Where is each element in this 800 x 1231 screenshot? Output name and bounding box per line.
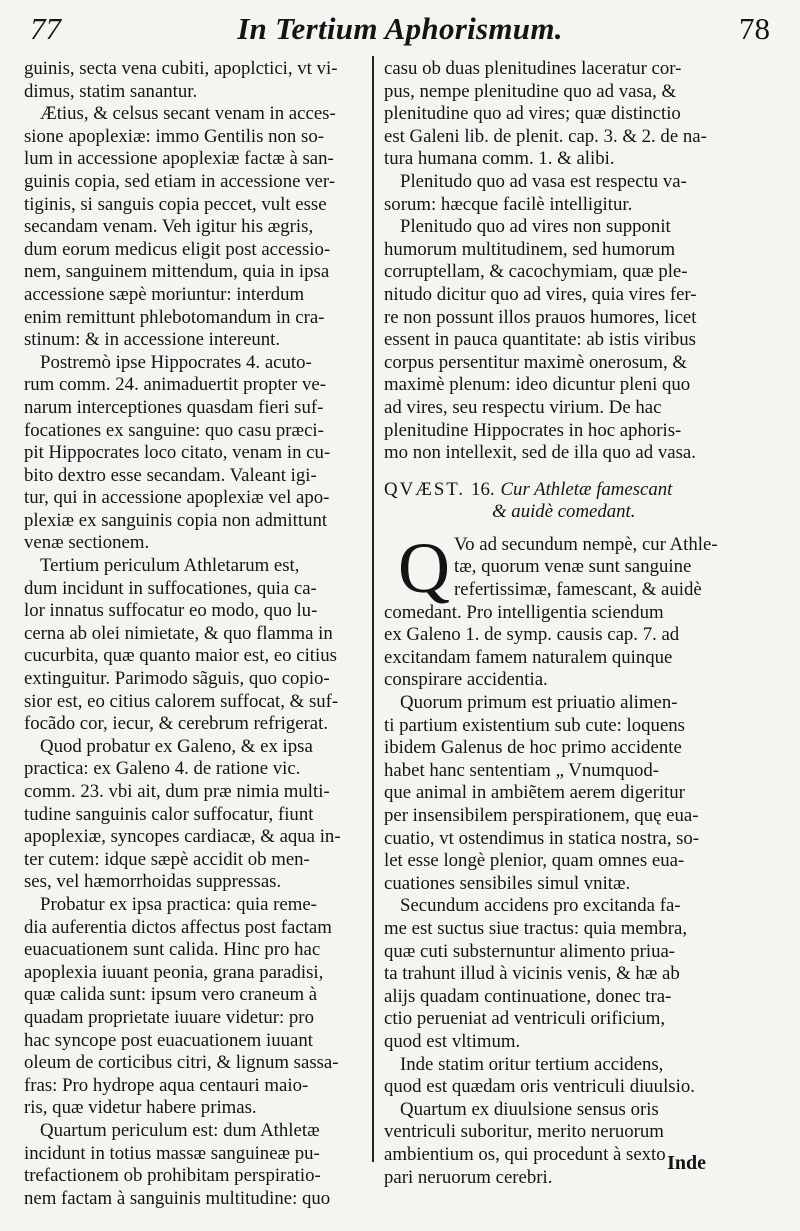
text-line: tudine sanguinis calor suffocatur, fiunt xyxy=(24,803,314,825)
text-line: sior est, eo citius calorem suffocat, & suf- xyxy=(24,690,339,712)
page-number-left: 77 xyxy=(30,11,61,46)
text-line: Quartum ex diuulsione sensus oris xyxy=(400,1098,659,1120)
text-line: ctio perueniat ad ventriculi orificium, xyxy=(384,1008,666,1030)
right-column-bottom-text xyxy=(384,602,739,1189)
text-line: secandam venam. Veh igitur his ægris, xyxy=(24,216,314,238)
text-line: cerna ab olei nimietate, & quo flamma in xyxy=(24,622,333,644)
text-line: quæ calida sunt: ipsum vero craneum à xyxy=(24,984,318,1006)
text-line: venæ sectionem. xyxy=(24,532,150,554)
text-line: dum eorum medicus eligit post accessio- xyxy=(24,238,331,260)
text-line: hac syncope post euacuationem iuuant xyxy=(24,1029,313,1051)
text-line: quod est quædam oris ventriculi diuulsio. xyxy=(384,1076,695,1098)
text-line: maximè plenum: ideo dicuntur pleni quo xyxy=(384,374,691,396)
text-line: Probatur ex ipsa practica: quia reme- xyxy=(40,893,317,915)
question-title-line-2: & auidè comedant. xyxy=(492,501,636,523)
text-line: ris, quæ videtur habere primas. xyxy=(24,1097,257,1119)
text-line: tur, qui in accessione apoplexiæ vel apo- xyxy=(24,487,330,509)
text-line: rum comm. 24. animaduertit propter ve- xyxy=(24,374,326,396)
running-title: In Tertium Aphorismum. xyxy=(237,11,563,46)
text-line: narum interceptiones quasdam fieri suf- xyxy=(24,396,324,418)
text-line: me est suctus siue tractus: quia membra, xyxy=(384,917,688,939)
text-line: guinis copia, sed etiam in accessione ver- xyxy=(24,170,335,192)
text-line: ta trahunt illud à vicinis venis, & hæ ab xyxy=(384,963,680,985)
text-line: corpus persentitur maximè onerosum, & xyxy=(384,351,688,373)
text-line: excitandam famem naturalem quinque xyxy=(384,646,673,668)
text-line: Secundum accidens pro excitanda fa- xyxy=(400,895,681,917)
text-line: per insensibilem perspirationem, quę eua- xyxy=(384,805,699,826)
text-line: Plenitudo quo ad vasa est respectu va- xyxy=(400,170,687,192)
drop-cap-letter: Q xyxy=(398,527,450,608)
right-column-top-text xyxy=(384,58,739,465)
text-line: mo non intellexit, sed de illa quo ad vasa. xyxy=(384,442,696,464)
question-label: QVÆST. xyxy=(384,478,466,500)
text-line: que animal in ambiẽtem aerem digeritur xyxy=(384,782,685,804)
text-line: Vo ad secundum nempè, cur Athle- xyxy=(454,533,718,555)
text-line: tiginis, si sanguis copia peccet, vult esse xyxy=(24,193,327,215)
text-line: pus, nempe plenitudine quo ad vasa, & xyxy=(384,80,677,102)
text-line: incidunt in totius massæ sanguineæ pu- xyxy=(24,1142,320,1164)
column-divider xyxy=(372,56,374,1162)
text-line: quæ cuti substernuntur alimento priua- xyxy=(384,940,676,962)
text-line: ad vires, seu respectu virium. De hac xyxy=(384,396,662,418)
text-line: nitudo dicitur quo ad vires, quia vires fer- xyxy=(384,283,697,305)
left-column xyxy=(24,58,364,1210)
text-line: ses, vel hæmorrhoidas suppressas. xyxy=(24,871,282,893)
question-number: 16. xyxy=(471,478,495,500)
text-line: stinum: & in accessione intereunt. xyxy=(24,329,281,351)
text-line: Plenitudo quo ad vires non supponit xyxy=(400,216,671,238)
text-line: euacuationem sunt calida. Hinc pro hac xyxy=(24,939,321,961)
text-line: tura humana comm. 1. & alibi. xyxy=(384,148,615,170)
text-line: ventriculi suboritur, merito neruorum xyxy=(384,1121,664,1143)
text-line: quod est vltimum. xyxy=(384,1030,521,1052)
text-line: apoplexiæ, syncopes cardiacæ, & aqua in- xyxy=(24,826,341,848)
text-line: cuatio, vt ostendimus in statica nostra, so- xyxy=(384,827,700,849)
text-line: Quorum primum est priuatio alimen- xyxy=(400,692,678,714)
text-line: re non possunt illos prauos humores, licet xyxy=(384,306,697,328)
text-line: Tertium periculum Athletarum est, xyxy=(40,555,300,577)
text-line: comm. 23. vbi ait, dum præ nimia multi- xyxy=(24,781,330,802)
text-line: sione apoplexiæ: immo Gentilis non so- xyxy=(24,125,324,147)
text-line: lor innatus suffocatur eo modo, quo lu- xyxy=(24,600,318,622)
text-line: conspirare accidentia. xyxy=(384,669,548,691)
text-line: ambientium os, qui procedunt à sexto xyxy=(384,1143,666,1165)
text-line: lum in accessione apoplexiæ factæ à san- xyxy=(24,148,334,170)
text-line: sorum: hæcque facilè intelligitur. xyxy=(384,193,633,215)
text-line: nem factam à sanguinis multitudine: quo xyxy=(24,1187,331,1209)
text-line: fras: Pro hydrope aqua centauri maio- xyxy=(24,1074,309,1096)
text-line: trefactionem ob prohibitam perspiratio- xyxy=(24,1165,321,1187)
text-line: alijs quadam continuatione, donec tra- xyxy=(384,985,672,1007)
text-line: plexiæ ex sanguinis copia non admittunt xyxy=(24,509,328,531)
text-line: Inde statim oritur tertium accidens, xyxy=(400,1053,664,1075)
text-line: enim remittunt phlebotomandum in cra- xyxy=(24,306,325,328)
text-line: Ætius, & celsus secant venam in acces- xyxy=(40,103,336,125)
text-line: accessione sæpè moriuntur: interdum xyxy=(24,283,305,305)
text-line: comedant. Pro intelligentia sciendum xyxy=(384,601,664,623)
text-line: apoplexia iuuant peonia, grana paradisi, xyxy=(24,961,324,983)
text-line: refertissimæ, famescant, & auidè xyxy=(454,579,702,601)
catchword: Inde xyxy=(667,1152,706,1174)
text-line: essent in pauca quantitate: ab istis viribus xyxy=(384,329,696,351)
right-column xyxy=(384,58,739,1189)
text-line: extinguitur. Parimodo sãguis, quo copio- xyxy=(24,668,330,690)
text-line: habet hanc sententiam „ Vnumquod- xyxy=(384,759,660,781)
text-line: ex Galeno 1. de symp. causis cap. 7. ad xyxy=(384,624,680,646)
text-line: ti partium existentium sub cute: loquens xyxy=(384,714,685,736)
text-line: ter cutem: idque sæpè accidit ob men- xyxy=(24,848,310,870)
text-line: corruptellam, & cacochymiam, quæ ple- xyxy=(384,261,688,283)
text-line: tæ, quorum venæ sunt sanguine xyxy=(454,556,692,578)
text-line: ibidem Galenus de hoc primo accidente xyxy=(384,737,682,759)
text-line: plenitudine quo ad vires; quæ distinctio xyxy=(384,103,681,125)
page-number-right: 78 xyxy=(739,11,770,46)
dropcap-paragraph xyxy=(384,527,739,608)
text-line: Postremò ipse Hippocrates 4. acuto- xyxy=(40,351,312,373)
text-line: cucurbita, quæ quanto maior est, eo citius xyxy=(24,645,337,667)
text-line: guinis, secta vena cubiti, apoplctici, vt vi- xyxy=(24,58,338,79)
text-line: dimus, statim sanantur. xyxy=(24,80,198,102)
text-line: pari neruorum cerebri. xyxy=(384,1166,553,1188)
text-line: nem, sanguinem mittendum, quia in ipsa xyxy=(24,261,330,283)
text-line: dum incidunt in suffocationes, quia ca- xyxy=(24,577,317,599)
question-heading xyxy=(384,479,739,524)
text-line: cuationes sensibiles simul vnitæ. xyxy=(384,872,631,894)
text-line: plenitudine Hippocrates in hoc aphoris- xyxy=(384,419,682,441)
text-line: casu ob duas plenitudines laceratur cor- xyxy=(384,58,682,79)
text-line: let esse longè plenior, quam omnes eua- xyxy=(384,850,685,872)
text-line: focãdo cor, iecur, & cerebrum refrigerat. xyxy=(24,713,329,735)
text-line: Quartum periculum est: dum Athletæ xyxy=(40,1119,320,1141)
text-line: humorum multitudinem, sed humorum xyxy=(384,238,676,260)
text-line: practica: ex Galeno 4. de ratione vic. xyxy=(24,758,301,780)
text-line: dia auferentia dictos affectus post factam xyxy=(24,916,332,938)
running-header xyxy=(0,8,800,50)
text-line: est Galeni lib. de plenit. cap. 3. & 2. de na- xyxy=(384,125,707,147)
text-line: pit Hippocrates loco citato, venam in cu- xyxy=(24,442,331,464)
text-line: quadam proprietate iuuare videtur: pro xyxy=(24,1006,314,1028)
question-title-line-1: Cur Athletæ famescant xyxy=(500,478,673,500)
text-line: focationes ex sanguine: quo casu præci- xyxy=(24,419,324,441)
text-line: Quod probatur ex Galeno, & ex ipsa xyxy=(40,735,313,757)
text-line: oleum de corticibus citri, & lignum sassa- xyxy=(24,1052,339,1074)
text-line: bito dextro esse secandam. Valeant igi- xyxy=(24,464,317,486)
